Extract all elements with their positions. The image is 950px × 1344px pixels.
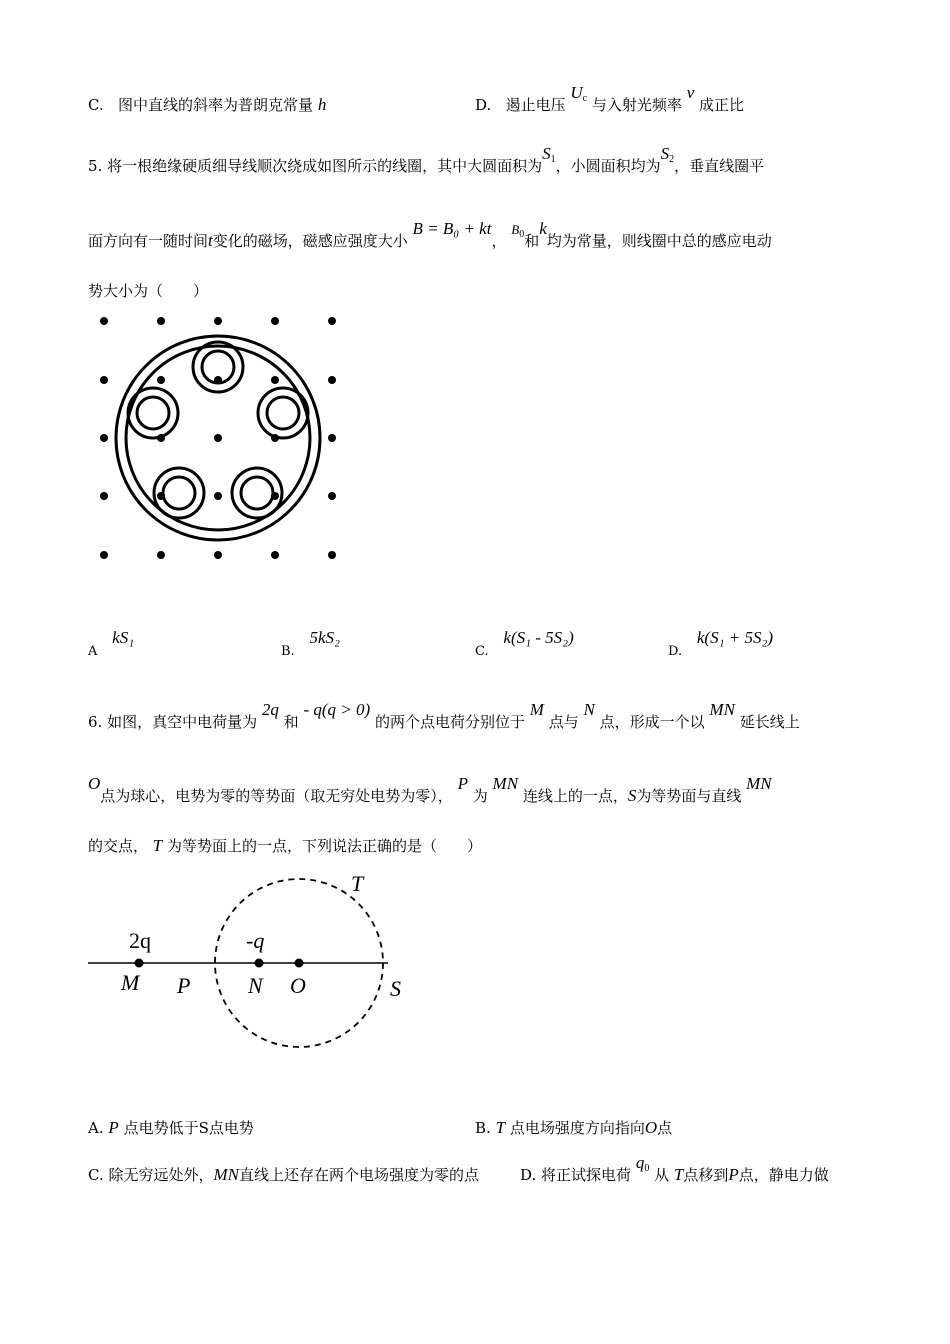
- option-expression: kS₁: [112, 628, 135, 647]
- stem-text: 点，形成一个以: [599, 713, 705, 731]
- stem-text: 和: [283, 713, 299, 731]
- math-formula: B = B₀ + kt: [412, 219, 492, 238]
- center-o-dot: [295, 959, 304, 968]
- math-symbol: q: [635, 1153, 645, 1172]
- option-text: 与入射光频率: [591, 96, 682, 114]
- option-expression: k(S₁ + 5S₂): [696, 628, 774, 647]
- math-symbol: MN: [709, 700, 735, 719]
- math-symbol: MN: [492, 774, 519, 793]
- option-text: 成正比: [699, 96, 745, 114]
- q6-option-c: [88, 1164, 479, 1185]
- math-symbol: t: [208, 231, 213, 250]
- math-symbol: P: [108, 1118, 119, 1137]
- stem-text: ，垂直线圈平: [674, 157, 765, 175]
- q4-option-d: [475, 83, 745, 116]
- option-label: D.: [668, 644, 683, 659]
- math-symbol: N: [583, 700, 595, 719]
- math-symbol: S: [542, 144, 551, 163]
- magnetic-field-dots: [100, 317, 336, 559]
- math-symbol: P: [457, 774, 468, 793]
- label-t: T: [351, 871, 364, 896]
- math-symbol: B: [511, 222, 520, 237]
- stem-text: 面方向有一随时间: [88, 232, 209, 250]
- option-text: 点，静电力做: [738, 1166, 829, 1184]
- stem-text: 的两个点电荷分别位于: [374, 713, 525, 731]
- option-label: B.: [281, 644, 295, 659]
- q5-coil-figure: [90, 305, 350, 570]
- math-subscript: 1: [550, 154, 556, 165]
- option-label: A.: [88, 1119, 104, 1137]
- label-m: M: [121, 970, 140, 995]
- label-o: O: [290, 973, 306, 998]
- stem-text: 点与: [548, 713, 579, 731]
- label-p: P: [177, 973, 191, 998]
- math-symbol: O: [88, 774, 101, 793]
- charge-n-dot: [255, 959, 264, 968]
- math-symbol: h: [317, 95, 327, 114]
- math-symbol: T: [673, 1165, 684, 1184]
- math-subscript: 0: [519, 229, 525, 240]
- math-symbol: S: [627, 786, 637, 805]
- option-label: C.: [475, 644, 489, 659]
- option-label: C.: [88, 1166, 104, 1184]
- label-n: N: [248, 973, 263, 998]
- math-symbol: M: [529, 700, 544, 719]
- stem-text: 延长线上: [739, 713, 800, 731]
- math-subscript: c: [582, 93, 588, 104]
- option-label: B.: [475, 1119, 491, 1137]
- q5-option-b: [281, 628, 340, 660]
- option-label: D.: [520, 1166, 537, 1184]
- option-text: 遏止电压: [505, 96, 566, 114]
- option-text: 图中直线的斜率为普朗克常量: [118, 96, 314, 114]
- q6-stem-line-2: [88, 774, 772, 806]
- q5-stem-line-3: [88, 280, 208, 301]
- option-label: A: [88, 644, 98, 659]
- stem-text: 均为常量，则线圈中总的感应电动: [546, 232, 772, 250]
- stem-text: 的交点，: [88, 837, 149, 855]
- option-text: 从: [654, 1166, 670, 1184]
- math-symbol: k: [539, 219, 547, 238]
- math-symbol: 2q: [261, 700, 279, 719]
- math-subscript: 2: [669, 154, 675, 165]
- q5-stem-line-2: [88, 219, 772, 252]
- math-symbol: T: [152, 836, 163, 855]
- stem-text: 连线上的一点，: [522, 787, 628, 805]
- stem-text: 5. 将一根绝缘硬质细导线顺次绕成如图所示的线圈，其中大圆面积为: [88, 157, 543, 175]
- label-s: S: [390, 976, 401, 1001]
- stem-text: 变化的磁场，磁感应强度大小: [212, 232, 408, 250]
- stem-text: 势大小为（ ）: [88, 282, 209, 300]
- q6-stem-line-1: [88, 700, 800, 732]
- math-symbol: ν: [686, 83, 695, 102]
- stem-text: 点为球心，电势为零的等势面（取无穷处电势为零），: [100, 787, 453, 805]
- option-text: 将正试探电荷: [541, 1166, 632, 1184]
- math-symbol: O: [644, 1118, 658, 1137]
- label-2q: 2q: [129, 928, 151, 953]
- q6-option-a: [88, 1117, 254, 1138]
- q5-option-c: [475, 628, 574, 660]
- q6-stem-line-3: [88, 835, 482, 856]
- stem-text: ，: [491, 232, 507, 250]
- option-label: C.: [88, 96, 104, 114]
- q6-option-d: [520, 1153, 829, 1186]
- option-text: 点电势: [208, 1119, 254, 1137]
- q5-stem-line-1: [88, 144, 765, 177]
- math-symbol: MN: [746, 774, 772, 793]
- stem-text: 和: [524, 232, 540, 250]
- charge-m-dot: [135, 959, 144, 968]
- math-symbol: S: [660, 144, 670, 163]
- stem-text: 为等势面上的一点，下列说法正确的是（ ）: [167, 837, 483, 855]
- math-symbol: T: [495, 1118, 506, 1137]
- q4-option-c: [88, 94, 326, 115]
- stem-text: ，小圆面积均为: [555, 157, 661, 175]
- option-text: 点电场强度方向指向: [509, 1119, 645, 1137]
- stem-text: 为: [472, 787, 488, 805]
- option-label: D.: [475, 96, 492, 114]
- option-text: 点: [657, 1119, 673, 1137]
- option-text: 点移到: [683, 1166, 729, 1184]
- q6-charges-figure: [85, 868, 415, 1058]
- math-symbol: U: [570, 83, 583, 102]
- option-expression: 5kS₂: [309, 628, 340, 647]
- q6-option-b: [475, 1117, 672, 1138]
- math-symbol: MN: [213, 1165, 240, 1184]
- label-minus-q: -q: [246, 928, 265, 953]
- math-symbol: P: [728, 1165, 739, 1184]
- math-subscript: 0: [644, 1163, 650, 1174]
- option-text: 除无穷远处外，: [108, 1166, 214, 1184]
- option-text: 点电势低于: [123, 1119, 199, 1137]
- q5-option-a: [88, 628, 135, 660]
- stem-text: 6. 如图，真空中电荷量为: [88, 713, 258, 731]
- stem-text: 为等势面与直线: [636, 787, 742, 805]
- math-symbol: S: [198, 1119, 209, 1137]
- option-expression: k(S₁ - 5S₂): [503, 628, 574, 647]
- math-expression: - q(q > 0): [303, 700, 371, 719]
- q5-option-d: [668, 628, 774, 660]
- option-text: 直线上还存在两个电场强度为零的点: [239, 1166, 480, 1184]
